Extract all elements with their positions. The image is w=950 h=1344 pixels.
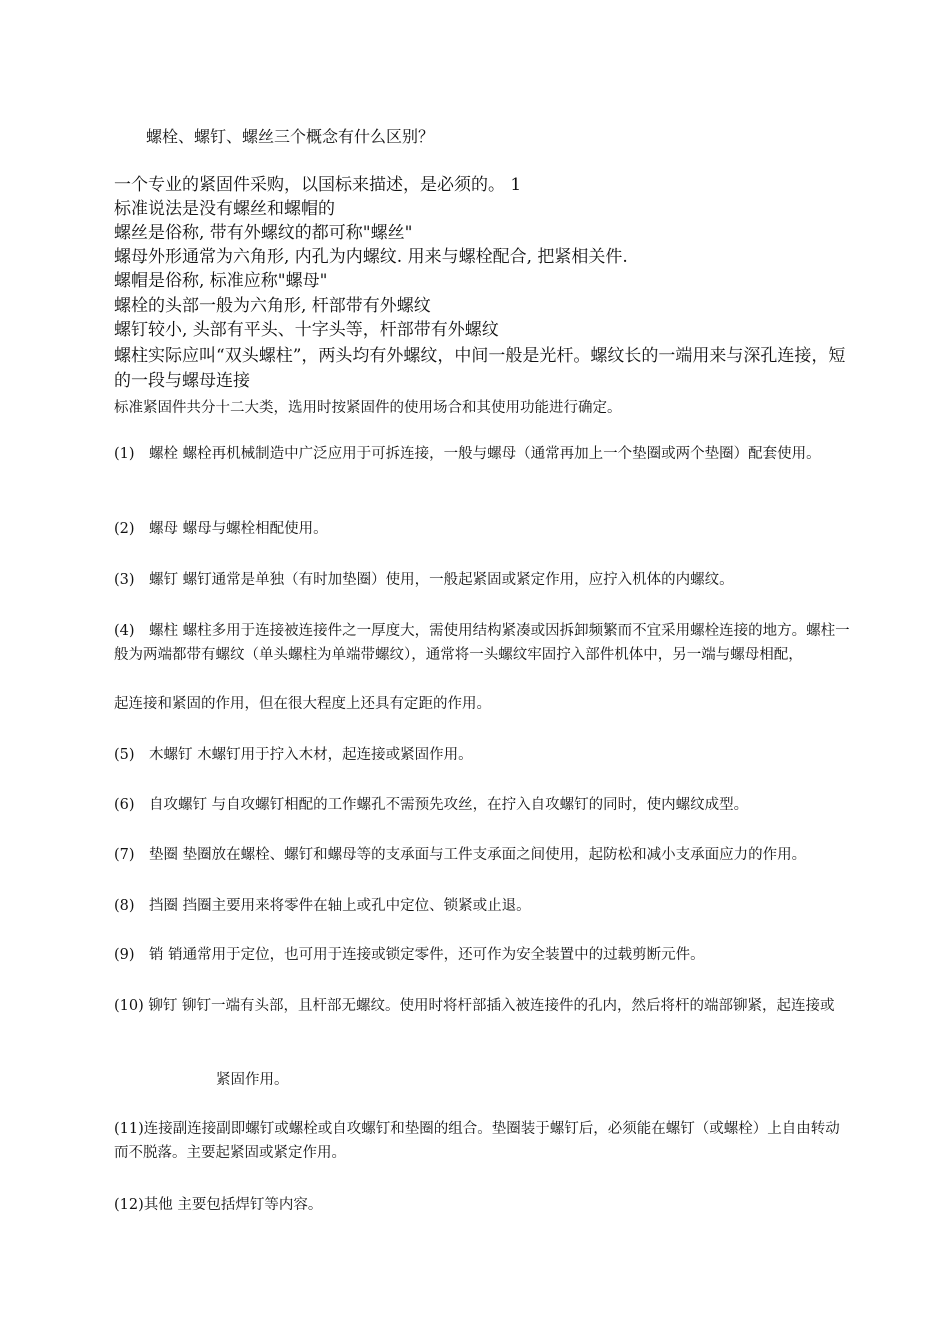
item-10: (10) 铆钉 铆钉一端有头部，且杆部无螺纹。使用时将杆部插入被连接件的孔内，然后将杆的端部铆紧，起连接或 [114,998,835,1014]
intro-line-6: 螺栓的头部一般为六角形, 杆部带有外螺纹 [114,296,431,316]
item-6: (6) 自攻螺钉 与自攻螺钉相配的工作螺孔不需预先攻丝，在拧入自攻螺钉的同时，使内螺纹成型。 [114,797,749,813]
item-4-continued: 起连接和紧固的作用，但在很大程度上还具有定距的作用。 [114,696,491,712]
intro-line-3: 螺丝是俗称, 带有外螺纹的都可称"螺丝" [114,223,413,243]
item-8: (8) 挡圈 挡圈主要用来将零件在轴上或孔中定位、锁紧或止退。 [114,898,531,914]
item-1: (1) 螺栓 螺栓再机械制造中广泛应用于可拆连接，一般与螺母（通常再加上一个垫圈或两个垫圈）配套使用。 [114,446,821,462]
summary-text: 标准紧固件共分十二大类，选用时按紧固件的使用场合和其使用功能进行确定。 [114,400,622,416]
item-12: (12)其他 主要包括焊钉等内容。 [114,1197,323,1213]
item-4: (4) 螺柱 螺柱多用于连接被连接件之一厚度大，需使用结构紧凑或因拆卸频繁而不宜采用螺栓连接的地方。螺柱一般为两端都带有螺纹（单头螺柱为单端带螺纹），通常将一头螺纹牢固拧入部件机体中，另一端与螺母相配， [114,623,850,663]
intro-line-1: 一个专业的紧固件采购，以国标来描述，是必须的。 1 [114,175,522,195]
item-9: (9) 销 销通常用于定位，也可用于连接或锁定零件，还可作为安全装置中的过载剪断元件。 [114,947,705,963]
item-3: (3) 螺钉 螺钉通常是单独（有时加垫圈）使用，一般起紧固或紧定作用，应拧入机体的内螺纹。 [114,572,734,588]
item-10-continued: 紧固作用。 [216,1072,289,1088]
item-7: (7) 垫圈 垫圈放在螺栓、螺钉和螺母等的支承面与工件支承面之间使用，起防松和减小支承面应力的作用。 [114,847,807,863]
intro-line-7: 螺钉较小, 头部有平头、十字头等，杆部带有外螺纹 [114,320,499,340]
intro-line-2: 标准说法是没有螺丝和螺帽的 [114,199,335,219]
intro-line-8: 螺柱实际应叫“双头螺柱”，两头均有外螺纹，中间一般是光杆。螺纹长的一端用来与深孔连接，短的一段与螺母连接 [114,346,846,391]
item-5: (5) 木螺钉 木螺钉用于拧入木材，起连接或紧固作用。 [114,747,473,763]
item-11: (11)连接副连接副即螺钉或螺栓或自攻螺钉和垫圈的组合。垫圈装于螺钉后，必须能在螺钉（或螺栓）上自由转动而不脱落。主要起紧固或紧定作用。 [114,1121,840,1161]
document-title: 螺栓、螺钉、螺丝三个概念有什么区别？ [146,127,435,146]
item-2: (2) 螺母 螺母与螺栓相配使用。 [114,521,328,537]
intro-line-4: 螺母外形通常为六角形, 内孔为内螺纹. 用来与螺栓配合, 把紧相关件. [114,247,628,267]
intro-line-5: 螺帽是俗称, 标准应称"螺母" [114,271,328,291]
